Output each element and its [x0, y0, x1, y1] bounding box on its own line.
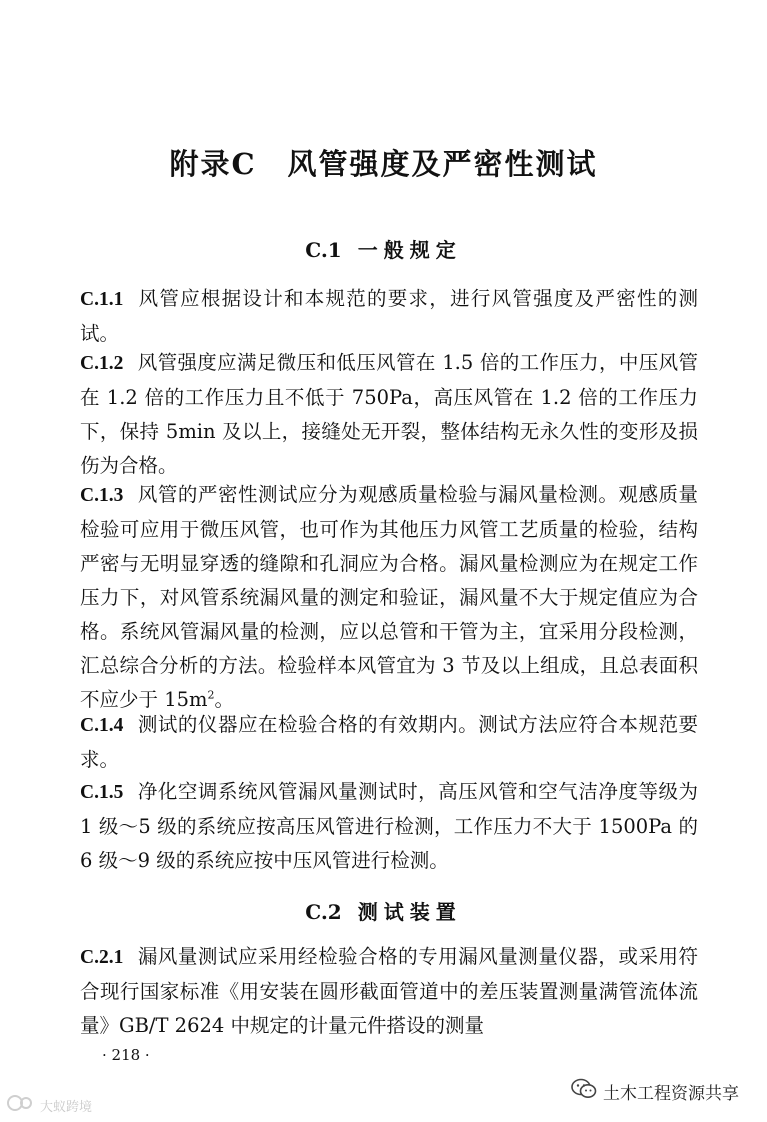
clause-number: C.1.1 [80, 289, 124, 310]
clause-text-end: 。 [214, 688, 235, 711]
clause-c-1-2 [80, 346, 698, 483]
superscript: 2 [207, 688, 215, 702]
logo-icon [6, 1094, 36, 1116]
clause-text: 测试的仪器应在检验合格的有效期内。测试方法应符合本规范要求。 [80, 713, 698, 771]
watermark-right [571, 1077, 761, 1105]
clause-text: 净化空调系统风管漏风量测试时，高压风管和空气洁净度等级为 1 级～5 级的系统应按高压风管进行检测，工作压力不大于 1500Pa 的 6 级～9 级的系统应按中压风管进行检测。 [80, 780, 698, 872]
clause-text: 漏风量测试应采用经检验合格的专用漏风量测量仪器，或采用符合现行国家标准《用安装在圆形截面管道中的差压装置测量满管流体流量》GB/T 2624 中规定的计量元件搭设的测量 [80, 945, 698, 1037]
section-number: C.2 [305, 900, 342, 924]
clause-c-1-4 [80, 708, 698, 777]
watermark-left-text: 大蚁跨境 [40, 1099, 93, 1115]
clause-number: C.1.4 [80, 715, 124, 736]
clause-number: C.2.1 [80, 947, 124, 968]
section-name: 测试装置 [357, 900, 462, 924]
section-heading-c1 [0, 234, 767, 263]
clause-text: 风管强度应满足微压和低压风管在 1.5 倍的工作压力，中压风管在 1.2 倍的工作压力且不低于 750Pa，高压风管在 1.2 倍的工作压力下，保持 5min 及以上，接缝处无开裂，整体结构无永久性的变形及损伤为合格。 [80, 351, 698, 477]
watermark-right-text: 土木工程资源共享 [603, 1083, 739, 1104]
clause-c-1-1 [80, 282, 698, 351]
clause-number: C.1.2 [80, 353, 124, 374]
clause-number: C.1.3 [80, 485, 124, 506]
clause-text: 风管的严密性测试应分为观感质量检验与漏风量检测。观感质量检验可应用于微压风管，也可作为其他压力风管工艺质量的检验，结构严密与无明显穿透的缝隙和孔洞应为合格。漏风量检测应为在规定工作压力下，对风管系统漏风量的测定和验证，漏风量不大于规定值应为合格。系统风管漏风量的检测，应以总管和干管为主，宜采用分段检测，汇总综合分析的方法。检验样本风管宜为 3 节及以上组成，且总表面积不应少于 15m [80, 483, 698, 711]
clause-number: C.1.5 [80, 782, 124, 803]
section-heading-c2 [0, 896, 767, 925]
clause-c-1-3 [80, 478, 698, 717]
page-title: 附录C 风管强度及严密性测试 [169, 147, 598, 181]
page-number: · 218 · [102, 1046, 150, 1064]
watermark-left [6, 1094, 116, 1116]
section-number: C.1 [305, 238, 342, 262]
clause-c-2-1 [80, 940, 698, 1043]
section-name: 一般规定 [357, 238, 462, 262]
wechat-icon [571, 1078, 597, 1105]
clause-text: 风管应根据设计和本规范的要求，进行风管强度及严密性的测试。 [80, 287, 698, 345]
clause-c-1-5 [80, 775, 698, 878]
